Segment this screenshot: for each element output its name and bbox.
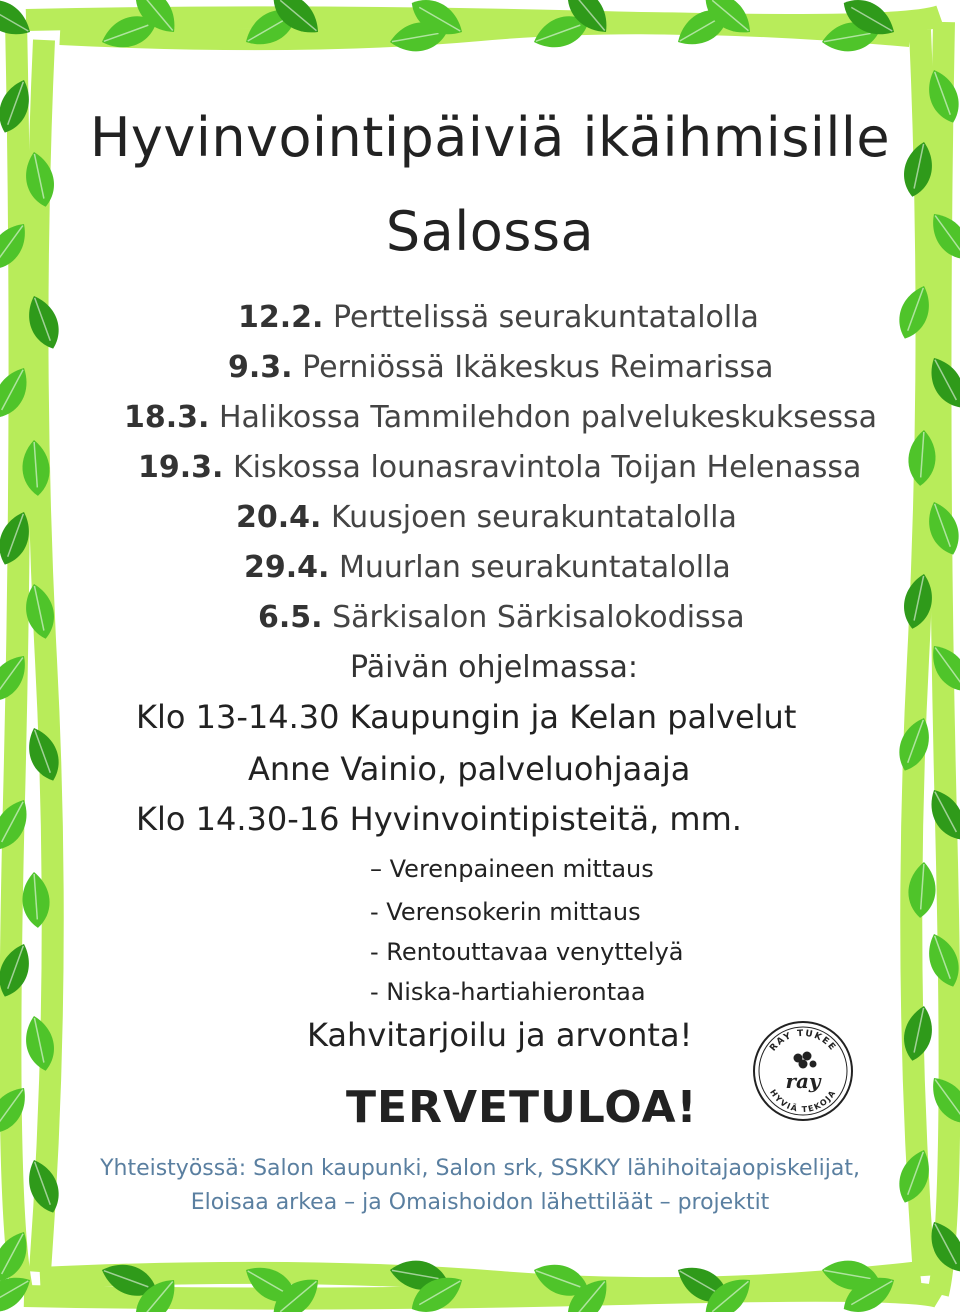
ray-logo bbox=[752, 1020, 854, 1122]
schedule-place: Perttelissä seurakuntatalolla bbox=[332, 300, 759, 335]
title-line-1: Hyvinvointipäiviä ikäihmisille bbox=[89, 106, 891, 169]
schedule-date: 18.3. bbox=[124, 400, 210, 435]
program-slot-2: Klo 14.30-16 Hyvinvointipisteitä, mm. bbox=[136, 800, 742, 838]
schedule-date: 19.3. bbox=[138, 450, 224, 485]
schedule-place: Kiskossa lounasravintola Toijan Helenassa bbox=[232, 450, 862, 485]
footer-line-2: Eloisaa arkea – ja Omaishoidon lähettiläät – projektit bbox=[190, 1190, 770, 1215]
list-item: - Niska-hartiahierontaa bbox=[370, 978, 646, 1006]
welcome-heading: TERVETULOA! bbox=[346, 1082, 698, 1133]
logo-center-text: ray bbox=[785, 1069, 821, 1093]
schedule-date: 9.3. bbox=[228, 350, 293, 385]
schedule-place: Halikossa Tammilehdon palvelukeskuksessa bbox=[218, 400, 877, 435]
list-item: – Verenpaineen mittaus bbox=[370, 855, 654, 883]
schedule-row bbox=[228, 350, 774, 385]
program-slot-1-person: Anne Vainio, palveluohjaaja bbox=[248, 750, 691, 788]
schedule-place: Perniössä Ikäkeskus Reimarissa bbox=[302, 350, 774, 385]
schedule-date: 20.4. bbox=[236, 500, 322, 535]
schedule-row bbox=[244, 550, 731, 585]
footer-line-1: Yhteistyössä: Salon kaupunki, Salon srk, SSKKY lähihoitajaopiskelijat, bbox=[100, 1156, 860, 1181]
schedule-date: 6.5. bbox=[258, 600, 323, 635]
list-item: - Rentouttavaa venyttelyä bbox=[370, 938, 684, 966]
program-slot-1: Klo 13-14.30 Kaupungin ja Kelan palvelut bbox=[136, 698, 797, 736]
title-line-2: Salossa bbox=[385, 200, 595, 263]
schedule-place: Särkisalon Särkisalokodissa bbox=[332, 600, 745, 635]
logo-bottom-text: HYVIÄ TEKOJA bbox=[768, 1087, 838, 1115]
coffee-raffle-text: Kahvitarjoilu ja arvonta! bbox=[307, 1016, 693, 1054]
schedule-place: Muurlan seurakuntatalolla bbox=[338, 550, 731, 585]
list-item: - Verensokerin mittaus bbox=[370, 898, 641, 926]
schedule-row bbox=[138, 450, 861, 485]
schedule-date: 29.4. bbox=[244, 550, 330, 585]
schedule-date: 12.2. bbox=[238, 300, 324, 335]
schedule-row bbox=[124, 400, 877, 435]
program-heading: Päivän ohjelmassa: bbox=[350, 650, 639, 685]
schedule-row bbox=[238, 300, 759, 335]
schedule-row bbox=[258, 600, 745, 635]
logo-top-text: RAY TUKEE bbox=[768, 1028, 838, 1054]
schedule-place: Kuusjoen seurakuntatalolla bbox=[330, 500, 737, 535]
schedule-row bbox=[236, 500, 737, 535]
